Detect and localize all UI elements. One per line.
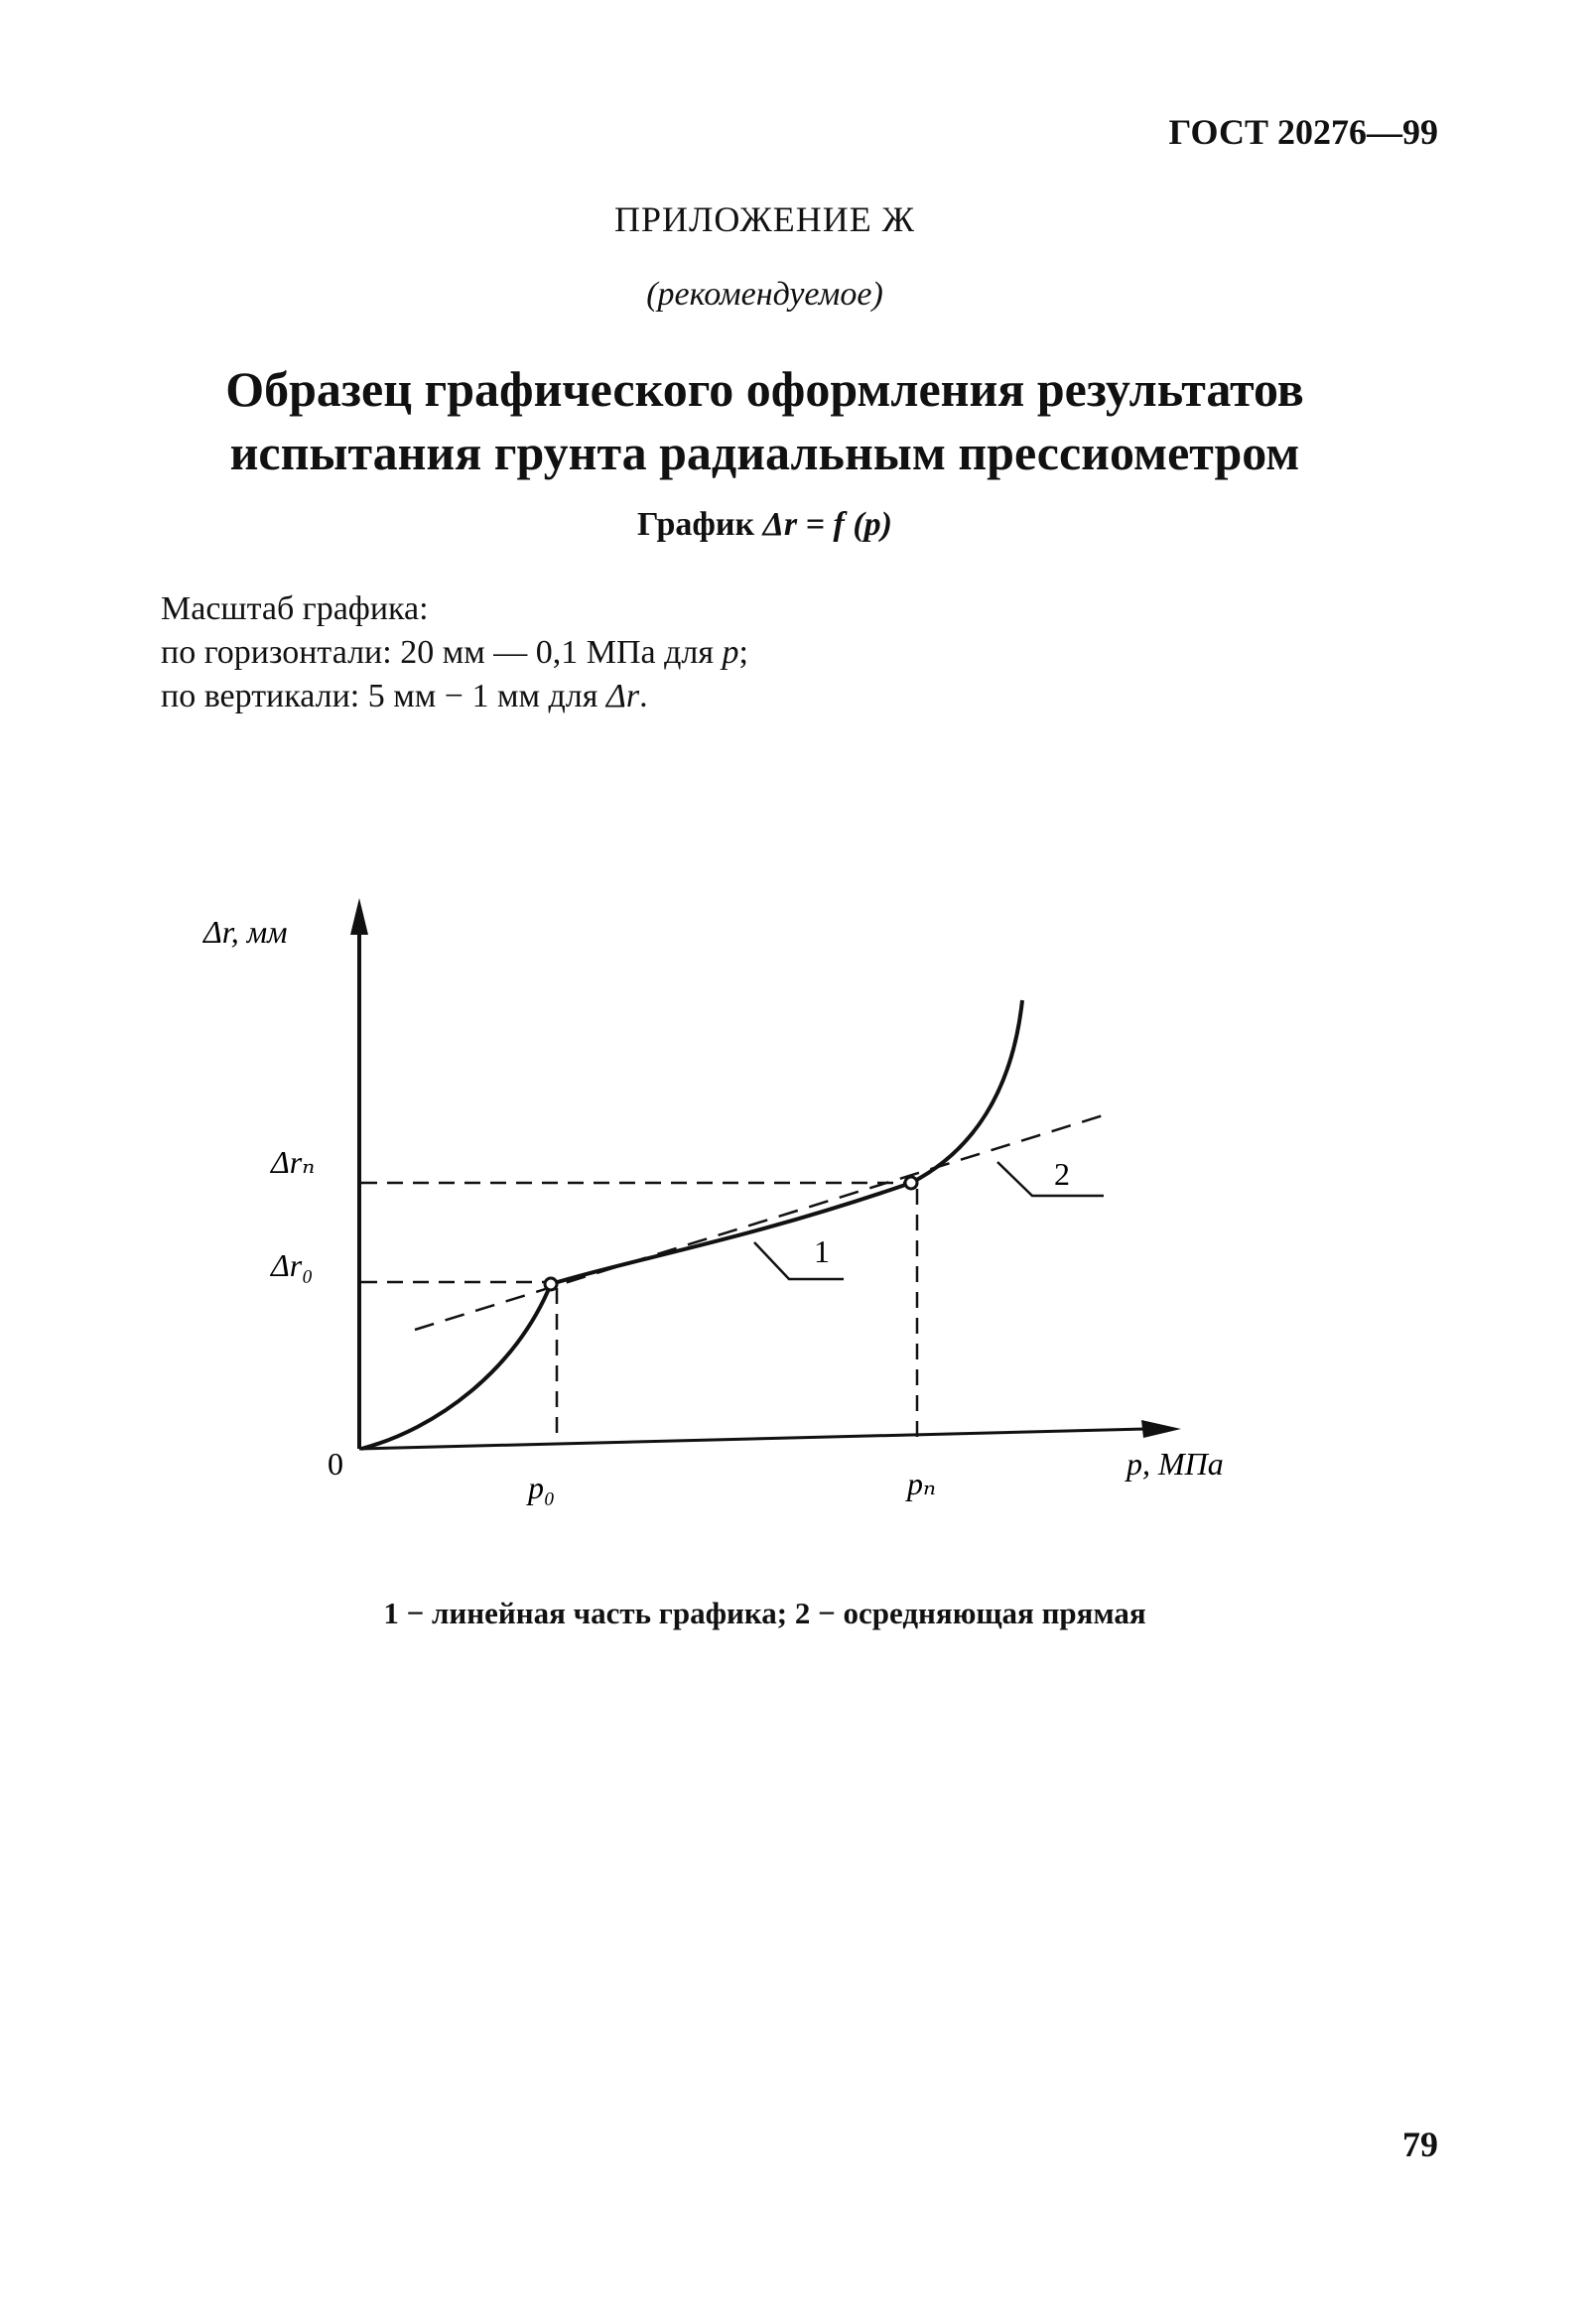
graph-caption-formula: Δr = f (p) <box>762 506 892 543</box>
page-number: 79 <box>1402 2125 1438 2164</box>
x-tick-p0: p₀ <box>528 1470 556 1505</box>
series-2-label: 2 <box>1054 1156 1070 1192</box>
x-axis-arrow <box>1141 1420 1181 1438</box>
y-tick-drn: Δrₙ <box>271 1144 316 1180</box>
y-tick-dr0: Δr₀ <box>271 1247 314 1283</box>
y-axis-label: Δr, мм <box>203 914 288 950</box>
x-tick-pn: pₙ <box>907 1466 936 1501</box>
standard-number: ГОСТ 20276—99 <box>1168 112 1438 152</box>
series-2-averaging-line <box>415 1113 1110 1330</box>
x-axis <box>359 1429 1146 1449</box>
appendix-kind: (рекомендуемое) <box>646 276 883 313</box>
graph-caption-prefix: График <box>637 506 763 543</box>
leader-series-1 <box>754 1242 844 1279</box>
scale-vertical: по вертикали: 5 мм − 1 мм для Δr. <box>161 678 648 714</box>
document-title-line-2: испытания грунта радиальным прессиометром <box>229 425 1300 480</box>
scale-horizontal: по горизонтали: 20 мм — 0,1 МПа для p; <box>161 634 748 671</box>
x-axis-label: p, МПа <box>1126 1446 1224 1482</box>
appendix-title: ПРИЛОЖЕНИЕ Ж <box>613 199 916 239</box>
point-p0-dr0 <box>545 1278 557 1290</box>
document-title-line-1: Образец графического оформления результатов <box>225 361 1304 417</box>
series-1-label: 1 <box>814 1233 830 1269</box>
scale-heading: Масштаб графика: <box>161 590 429 627</box>
leader-series-2 <box>997 1162 1104 1196</box>
figure-note: 1 − линейная часть графика; 2 − осредняющая прямая <box>383 1596 1146 1630</box>
y-axis-arrow <box>350 898 368 935</box>
origin-label: 0 <box>328 1446 343 1482</box>
series-1-main-curve <box>361 1000 1022 1449</box>
point-pn-drn <box>905 1177 917 1189</box>
